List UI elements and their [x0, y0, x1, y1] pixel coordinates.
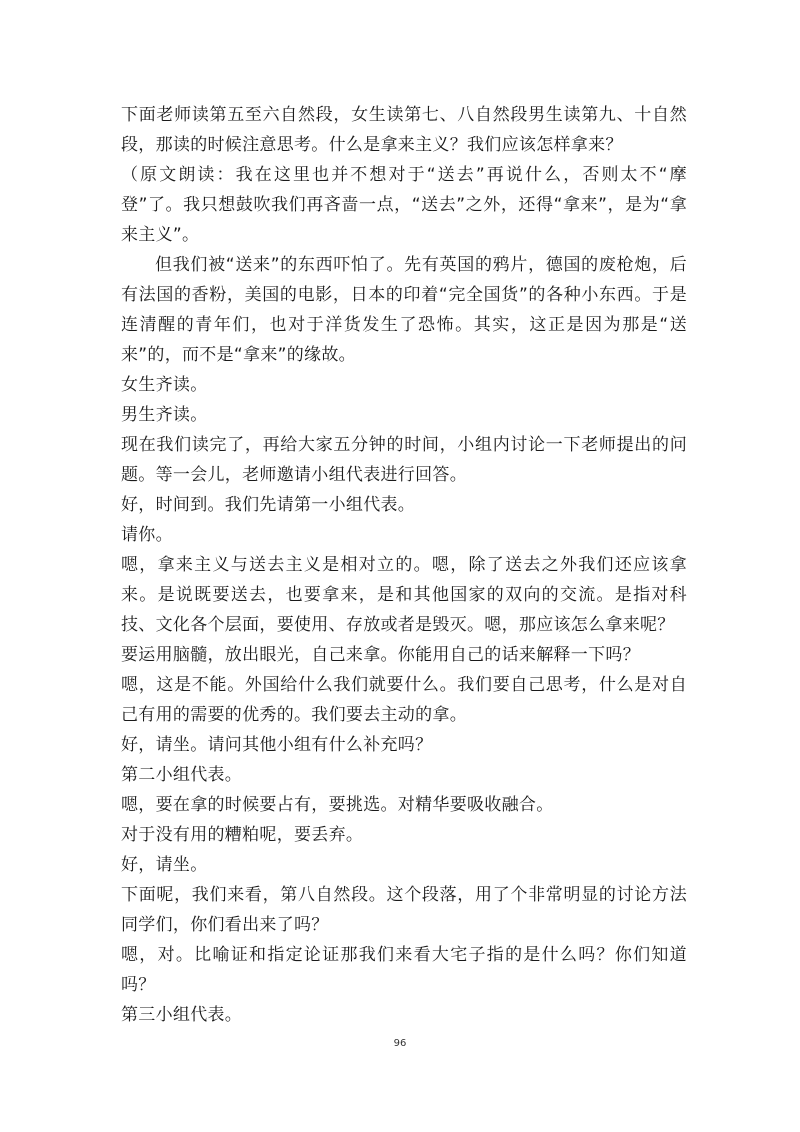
paragraph-5: 男生齐读。: [121, 405, 208, 425]
paragraph-8: 请你。: [121, 525, 173, 545]
paragraph-2: （原文朗读：我在这里也并不想对于“送去”再说什么，否则太不“摩登”了。我只想鼓吹我们再吝啬一点，“送去”之外，还得“拿来”，是为“拿来主义”。: [121, 165, 687, 245]
paragraph-7: 好，时间到。我们先请第一小组代表。: [121, 495, 416, 515]
paragraph-19: 第三小组代表。: [121, 1005, 243, 1025]
paragraph-14: 嗯，要在拿的时候要占有，要挑选。对精华要吸收融合。: [121, 795, 554, 815]
paragraph-9: 嗯，拿来主义与送去主义是相对立的。嗯，除了送去之外我们还应该拿来。是说既要送去，也要拿来，是和其他国家的双向的交流。是指对科技、文化各个层面，要使用、存放或者是毁灭。嗯，那应该怎么拿来呢？: [121, 555, 687, 635]
paragraph-10: 要运用脑髓，放出眼光，自己来拿。你能用自己的话来解释一下吗？: [121, 645, 640, 665]
paragraph-18: 嗯，对。比喻证和指定论证那我们来看大宅子指的是什么吗？你们知道吗？: [121, 945, 687, 995]
paragraph-4: 女生齐读。: [121, 375, 208, 395]
paragraph-13: 第二小组代表。: [121, 765, 243, 785]
paragraph-17: 下面呢，我们来看，第八自然段。这个段落，用了个非常明显的讨论方法同学们，你们看出来了吗？: [121, 885, 687, 935]
paragraph-16: 好，请坐。: [121, 855, 208, 875]
document-body: [121, 100, 687, 1030]
paragraph-12: 好，请坐。请问其他小组有什么补充吗？: [121, 735, 433, 755]
paragraph-11: 嗯，这是不能。外国给什么我们就要什么。我们要自己思考，什么是对自己有用的需要的优秀的。我们要去主动的拿。: [121, 675, 687, 725]
paragraph-1: 下面老师读第五至六自然段，女生读第七、八自然段男生读第九、十自然段，那读的时候注意思考。什么是拿来主义？我们应该怎样拿来？: [121, 105, 687, 155]
paragraph-3: 但我们被“送来”的东西吓怕了。先有英国的鸦片，德国的废枪炮，后有法国的香粉，美国的电影，日本的印着“完全国货”的各种小东西。于是连清醒的青年们，也对于洋货发生了恐怖。其实，这正是因为那是“送来”的，而不是“拿来”的缘故。: [121, 255, 687, 365]
paragraph-15: 对于没有用的糟粕呢，要丢弃。: [121, 825, 364, 845]
paragraph-6: 现在我们读完了，再给大家五分钟的时间，小组内讨论一下老师提出的问题。等一会儿，老师邀请小组代表进行回答。: [121, 435, 687, 485]
page-number: 96: [393, 1038, 407, 1049]
